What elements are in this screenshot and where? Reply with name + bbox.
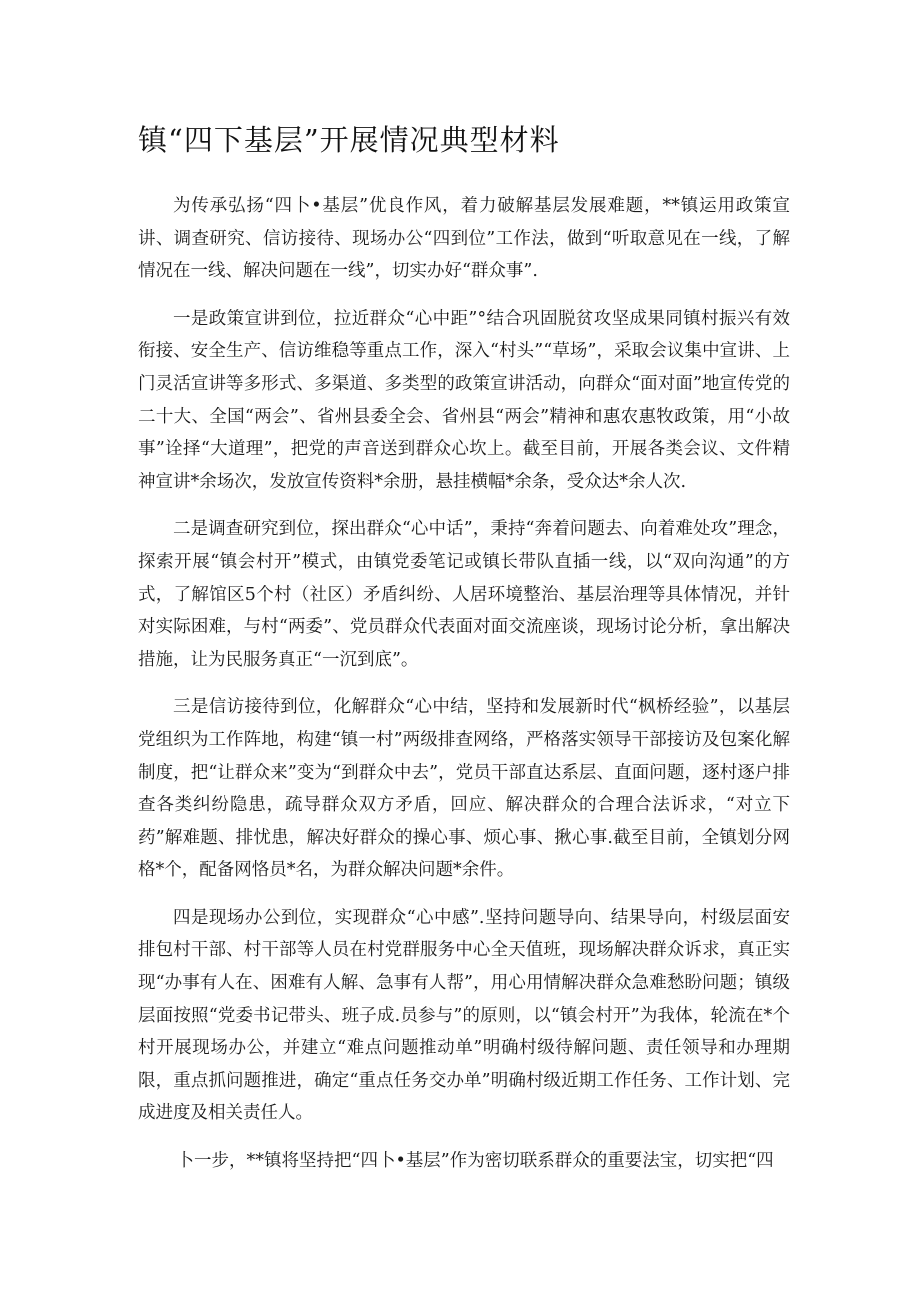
petition-reception-paragraph: 三是信访接待到位，化解群众“心中结，坚持和发展新时代“枫桥经验”，以基层党组织为工作阵地，构建“镇一村”两级排查网络，严格落实领导干部接访及包案化解制度，把“让群众来”变为“到群众中去”，党员干部直达系层、直面问题，逐村逐户排查各类纠纷隐患，疏导群众双方矛盾，回应、解决群众的合理合法诉求，“对立下药”解难题、排忧患，解决好群众的操心事、烦心事、揪心事.截至目前，全镇划分网格*个，配备网恪员*名，为群众解决问题*余件。 [138,697,790,881]
document-body [138,190,790,1193]
on-site-office-paragraph: 四是现场办公到位，实现群众“心中感”.坚持问题导向、结果导向，村级层面安排包村干部、村干部等人员在村党群服务中心全天值班，现场解决群众诉求，真正实现“办事有人在、困难有人解、急事有人帮”，用心用情解决群众急难愁盼问题；镇级层面按照“党委书记带头、班子成.员参与”的原则，以“镇会村开”为我体，轮流在*个村开展现场办公，并建立“难点问题推动单”明确村级待解问题、责任领导和办理期限，重点抓问题推进，确定“重点任务交办单”明确村级近期工作任务、工作计划、完成进度及相关责任人。 [138,907,790,1124]
document-title: 镇“四下基层”开展情况典型材料 [138,123,560,157]
research-paragraph: 二是调查研究到位，探出群众“心中话”，秉持“奔着问题去、向着难处攻”理念，探索开展“镇会村开”模式，由镇党委笔记或镇长带队直插一线，以“双向沟通”的方式，了解馆区5个村（社区）矛盾纠纷、人居环境整治、基层治理等具体情况，并针对实际困难，与村“两委”、党员群众代表面对面交流座谈，现场讨论分析，拿出解决措施，让为民服务真正“一沉到底”。 [138,519,790,670]
policy-propaganda-paragraph: 一是政策宣讲到位，拉近群众“心中距”°结合巩固脱贫攻坚成果同镇村振兴有效衔接、安全生产、信访维稳等重点工作，深入“村头”“草场”，采取会议集中宣讲、上门灵活宣讲等多形式、多渠道、多类型的政策宣讲活动，向群众“面对面”地宣传党的二十大、全国“两会”、省州县委全会、省州县“两会”精神和惠农惠牧政策，用“小故事”诠择“大道理”，把党的声音送到群众心坎上。截至目前，开展各类会议、文件精神宣讲*余场次，发放宣传资料*余册，悬挂横幅*余条，受众达*余人次. [138,308,790,492]
intro-paragraph: 为传承弘扬“四卜•基层”优良作风，着力破解基层发展难题，**镇运用政策宣讲、调查研究、信访接待、现场办公“四到位”工作法，做到“听取意见在一线，了解情况在一线、解决问题在一线”，切实办好“群众事”. [138,196,790,282]
next-step-paragraph: 卜一步，**镇将坚持把“四卜•基层”作为密切联系群众的重要法宝，切实把“四 [176,1151,774,1172]
